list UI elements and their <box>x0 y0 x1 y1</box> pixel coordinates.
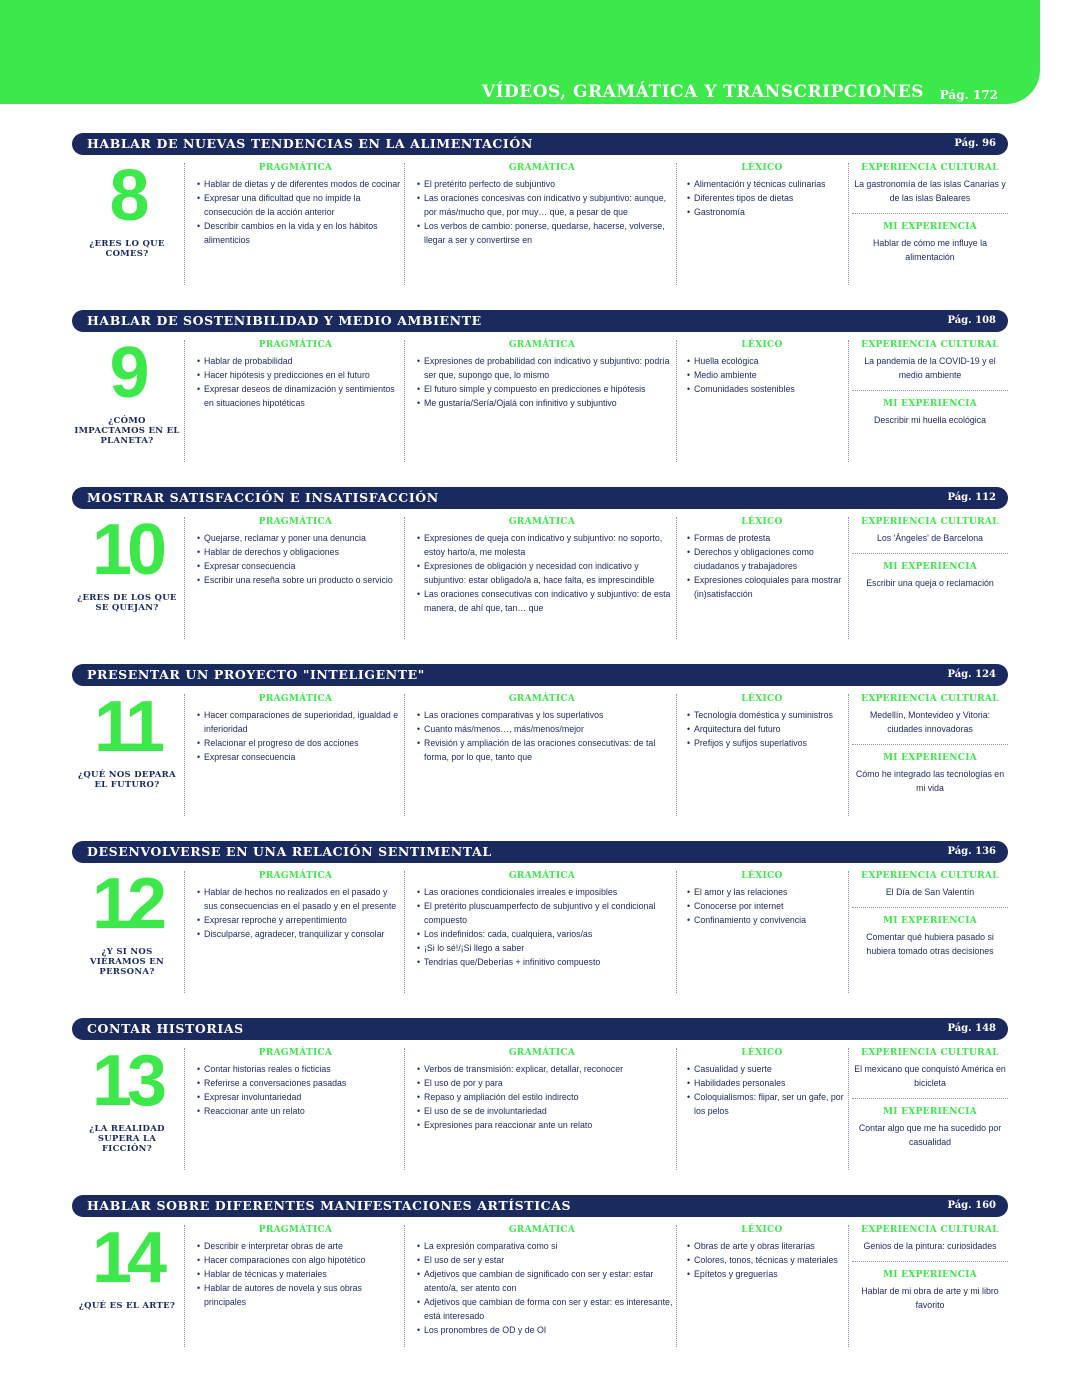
pragmatica-column <box>189 1223 402 1349</box>
column-divider <box>404 517 405 639</box>
column-separator <box>852 1098 1008 1099</box>
lexico-column <box>679 1046 845 1172</box>
column-divider <box>184 163 185 285</box>
pragmatica-item: • Expresar consecuencia <box>197 750 402 764</box>
lexico-column <box>679 1223 845 1349</box>
pragmatica-column <box>189 161 402 287</box>
pragmatica-item: • Hacer hipótesis y predicciones en el futuro <box>197 368 402 382</box>
pragmatica-item: • Hablar de dietas y de diferentes modos de cocinar <box>197 177 402 191</box>
column-separator <box>852 744 1008 745</box>
column-divider <box>184 694 185 816</box>
column-divider <box>676 517 677 639</box>
header-band <box>0 0 1040 104</box>
gramatica-heading: GRAMÁTICA <box>508 340 576 350</box>
pragmatica-item: • Escribir una reseña sobre un producto o servicio <box>197 573 402 587</box>
pragmatica-item: • Expresar reproche y arrepentimiento <box>197 913 402 927</box>
gramatica-item: • Expresiones de queja con indicativo y subjuntivo: no soporto, estoy harto/a, me molesta <box>417 531 675 559</box>
gramatica-list <box>409 177 675 247</box>
experiencia-cultural-heading: EXPERIENCIA CULTURAL <box>861 1048 999 1058</box>
column-divider <box>848 340 849 462</box>
culture-column <box>852 692 1008 818</box>
unit-title: HABLAR SOBRE DIFERENTES MANIFESTACIONES ARTÍSTICAS <box>87 1198 572 1213</box>
lexico-item: • Alimentación y técnicas culinarias <box>687 177 845 191</box>
unit-page-ref: Pág. 136 <box>947 846 996 857</box>
gramatica-item: • Los indefinidos: cada, cualquiera, varios/as <box>417 927 675 941</box>
gramatica-item: • Las oraciones condicionales irreales e imposibles <box>417 885 675 899</box>
gramatica-item: • El uso de por y para <box>417 1076 675 1090</box>
column-divider <box>184 1225 185 1347</box>
experiencia-cultural-text: El mexicano que conquistó América en bicicleta <box>854 1064 1006 1088</box>
header-title: VÍDEOS, GRAMÁTICA Y TRANSCRIPCIONES <box>481 82 924 102</box>
mi-experiencia-heading: MI EXPERIENCIA <box>882 1270 978 1280</box>
lexico-item: • Medio ambiente <box>687 368 845 382</box>
column-separator <box>852 907 1008 908</box>
gramatica-item: • ¡Si lo sé!/¡Si llego a saber <box>417 941 675 955</box>
pragmatica-item: • Expresar consecuencia <box>197 559 402 573</box>
unit-title: PRESENTAR UN PROYECTO "INTELIGENTE" <box>87 667 425 682</box>
unit-page-ref: Pág. 108 <box>947 315 996 326</box>
mi-experiencia-text: Cómo he integrado las tecnologías en mi vida <box>855 769 1005 793</box>
gramatica-item: • El uso de se de involuntariedad <box>417 1104 675 1118</box>
lexico-heading: LÉXICO <box>741 871 783 881</box>
gramatica-heading: GRAMÁTICA <box>508 163 576 173</box>
lexico-item: • Derechos y obligaciones como ciudadanos y trabajadores <box>687 545 845 573</box>
pragmatica-item: • Relacionar el progreso de dos acciones <box>197 736 402 750</box>
mi-experiencia-heading: MI EXPERIENCIA <box>882 916 978 926</box>
lexico-column <box>679 338 845 464</box>
gramatica-item: • Los verbos de cambio: ponerse, quedarse, hacerse, volverse, llegar a ser y convertirse en <box>417 219 675 247</box>
column-divider <box>184 517 185 639</box>
lexico-heading: LÉXICO <box>741 340 783 350</box>
pragmatica-list <box>189 885 402 941</box>
culture-column <box>852 338 1008 464</box>
gramatica-heading: GRAMÁTICA <box>508 871 576 881</box>
lexico-heading: LÉXICO <box>741 517 783 527</box>
lexico-item: • Coloquialismos: flipar, ser un gafe, por los pelos <box>687 1090 845 1118</box>
pragmatica-column <box>189 1046 402 1172</box>
lexico-column <box>679 161 845 287</box>
culture-column <box>852 869 1008 995</box>
unit-11 <box>72 664 1008 818</box>
unit-title-bar <box>72 310 1008 332</box>
culture-column <box>852 515 1008 641</box>
pragmatica-item: • Contar historias reales o ficticias <box>197 1062 402 1076</box>
unit-9 <box>72 310 1008 464</box>
lexico-item: • Prefijos y sufijos superlativos <box>687 736 845 750</box>
gramatica-item: • Cuanto más/menos…, más/menos/mejor <box>417 722 675 736</box>
column-divider <box>184 871 185 993</box>
gramatica-column <box>409 338 675 464</box>
pragmatica-list <box>189 1062 402 1118</box>
mi-experiencia-heading: MI EXPERIENCIA <box>882 753 978 763</box>
pragmatica-heading: PRAGMÁTICA <box>258 871 333 881</box>
column-divider <box>848 871 849 993</box>
gramatica-item: • Expresiones de obligación y necesidad con indicativo y subjuntivo: estar obligado/a a, hace falta, es imprescindible <box>417 559 675 587</box>
experiencia-cultural-heading: EXPERIENCIA CULTURAL <box>861 163 999 173</box>
gramatica-item: • Las oraciones comparativas y los superlativos <box>417 708 675 722</box>
unit-content <box>72 1218 1008 1349</box>
gramatica-list <box>409 1062 675 1132</box>
lexico-item: • Colores, tonos, técnicas y materiales <box>687 1253 845 1267</box>
unit-page-ref: Pág. 96 <box>954 138 996 149</box>
unit-question: ¿Y SI NOS VIÉRAMOS EN PERSONA? <box>89 947 165 977</box>
unit-14 <box>72 1195 1008 1349</box>
column-separator <box>852 213 1008 214</box>
lexico-list <box>679 531 845 601</box>
lexico-list <box>679 1062 845 1118</box>
pragmatica-item: • Expresar deseos de dinamización y sentimientos en situaciones hipotéticas <box>197 382 402 410</box>
column-divider <box>848 1225 849 1347</box>
pragmatica-item: • Describir cambios en la vida y en los hábitos alimenticios <box>197 219 402 247</box>
column-divider <box>848 1048 849 1170</box>
lexico-item: • Habilidades personales <box>687 1076 845 1090</box>
pragmatica-column <box>189 692 402 818</box>
unit-number: 8 <box>109 156 145 236</box>
mi-experiencia-text: Describir mi huella ecológica <box>874 415 986 425</box>
unit-title-bar <box>72 487 1008 509</box>
lexico-item: • Comunidades sostenibles <box>687 382 845 396</box>
column-divider <box>676 163 677 285</box>
gramatica-item: • Expresiones de probabilidad con indicativo y subjuntivo: podría ser que, supongo que, lo mismo <box>417 354 675 382</box>
unit-8 <box>72 133 1008 287</box>
pragmatica-list <box>189 177 402 247</box>
mi-experiencia-text: Contar algo que me ha sucedido por casualidad <box>858 1123 1002 1147</box>
mi-experiencia-heading: MI EXPERIENCIA <box>882 1107 978 1117</box>
unit-title: CONTAR HISTORIAS <box>87 1021 244 1036</box>
lexico-item: • Tecnología doméstica y suministros <box>687 708 845 722</box>
gramatica-item: • Los pronombres de OD y de OI <box>417 1323 675 1337</box>
gramatica-heading: GRAMÁTICA <box>508 517 576 527</box>
unit-title: HABLAR DE SOSTENIBILIDAD Y MEDIO AMBIENTE <box>87 313 482 328</box>
column-divider <box>404 340 405 462</box>
column-divider <box>676 340 677 462</box>
lexico-item: • Casualidad y suerte <box>687 1062 845 1076</box>
pragmatica-item: • Disculparse, agradecer, tranquilizar y consolar <box>197 927 402 941</box>
unit-content <box>72 510 1008 641</box>
mi-experiencia-text: Escribir una queja o reclamación <box>866 578 994 588</box>
lexico-item: • Gastronomía <box>687 205 845 219</box>
pragmatica-item: • Referirse a conversaciones pasadas <box>197 1076 402 1090</box>
gramatica-heading: GRAMÁTICA <box>508 1048 576 1058</box>
pragmatica-heading: PRAGMÁTICA <box>258 1225 333 1235</box>
column-divider <box>404 163 405 285</box>
unit-content <box>72 1041 1008 1172</box>
column-divider <box>848 163 849 285</box>
lexico-item: • Confinamiento y convivencia <box>687 913 845 927</box>
gramatica-list <box>409 354 675 410</box>
lexico-list <box>679 1239 845 1281</box>
unit-title-bar <box>72 133 1008 155</box>
unit-title-bar <box>72 1018 1008 1040</box>
gramatica-item: • Revisión y ampliación de las oraciones consecutivas: de tal forma, por lo que, tanto que <box>417 736 675 764</box>
unit-12 <box>72 841 1008 995</box>
unit-number: 11 <box>93 687 161 767</box>
unit-page-ref: Pág. 124 <box>947 669 996 680</box>
pragmatica-column <box>189 338 402 464</box>
column-divider <box>404 1048 405 1170</box>
pragmatica-item: • Reaccionar ante un relato <box>197 1104 402 1118</box>
lexico-list <box>679 177 845 219</box>
column-divider <box>676 694 677 816</box>
experiencia-cultural-text: La pandemia de la COVID-19 y el medio ambiente <box>864 356 996 380</box>
pragmatica-item: • Hablar de probabilidad <box>197 354 402 368</box>
gramatica-item: • El pretérito pluscuamperfecto de subjuntivo y el condicional compuesto <box>417 899 675 927</box>
unit-title: MOSTRAR SATISFACCIÓN E INSATISFACCIÓN <box>87 490 439 505</box>
pragmatica-heading: PRAGMÁTICA <box>258 1048 333 1058</box>
experiencia-cultural-text: Medellín, Montevideo y Vitoria: ciudades innovadoras <box>869 710 991 734</box>
column-divider <box>848 517 849 639</box>
unit-page-ref: Pág. 160 <box>947 1200 996 1211</box>
header-page: Pág. 172 <box>939 88 998 102</box>
pragmatica-item: • Hacer comparaciones con algo hipotético <box>197 1253 402 1267</box>
column-divider <box>184 1048 185 1170</box>
lexico-heading: LÉXICO <box>741 694 783 704</box>
lexico-item: • Arquitectura del futuro <box>687 722 845 736</box>
pragmatica-item: • Hablar de técnicas y materiales <box>197 1267 402 1281</box>
lexico-item: • Obras de arte y obras literarias <box>687 1239 845 1253</box>
unit-number: 12 <box>91 864 163 944</box>
unit-title: DESENVOLVERSE EN UNA RELACIÓN SENTIMENTAL <box>87 844 492 859</box>
gramatica-item: • Repaso y ampliación del estilo indirecto <box>417 1090 675 1104</box>
mi-experiencia-heading: MI EXPERIENCIA <box>882 222 978 232</box>
column-divider <box>676 1225 677 1347</box>
column-divider <box>404 1225 405 1347</box>
column-separator <box>852 553 1008 554</box>
experiencia-cultural-text: Los 'Ángeles' de Barcelona <box>876 533 984 543</box>
unit-question: ¿CÓMO IMPACTAMOS EN EL PLANETA? <box>74 416 180 446</box>
pragmatica-column <box>189 515 402 641</box>
lexico-column <box>679 515 845 641</box>
pragmatica-heading: PRAGMÁTICA <box>258 340 333 350</box>
pragmatica-item: • Quejarse, reclamar y poner una denuncia <box>197 531 402 545</box>
gramatica-item: • Me gustaría/Sería/Ojalá con infinitivo y subjuntivo <box>417 396 675 410</box>
mi-experiencia-text: Hablar de mi obra de arte y mi libro favorito <box>861 1286 999 1310</box>
unit-number: 10 <box>91 510 163 590</box>
culture-column <box>852 161 1008 287</box>
column-divider <box>848 694 849 816</box>
pragmatica-item: • Hacer comparaciones de superioridad, igualdad e inferioridad <box>197 708 402 736</box>
pragmatica-list <box>189 708 402 764</box>
unit-13 <box>72 1018 1008 1172</box>
gramatica-item: • El uso de ser y estar <box>417 1253 675 1267</box>
experiencia-cultural-text: Genios de la pintura: curiosidades <box>863 1241 997 1251</box>
gramatica-item: • Tendrías que/Deberías + infinitivo compuesto <box>417 955 675 969</box>
unit-title-bar <box>72 841 1008 863</box>
lexico-list <box>679 708 845 750</box>
lexico-heading: LÉXICO <box>741 163 783 173</box>
culture-column <box>852 1046 1008 1172</box>
mi-experiencia-heading: MI EXPERIENCIA <box>882 562 978 572</box>
gramatica-item: • Verbos de transmisión: explicar, detallar, reconocer <box>417 1062 675 1076</box>
gramatica-heading: GRAMÁTICA <box>508 694 576 704</box>
gramatica-list <box>409 708 675 764</box>
gramatica-item: • Adjetivos que cambian de forma con ser y estar: es interesante, está interesado <box>417 1295 675 1323</box>
gramatica-item: • La expresión comparativa como si <box>417 1239 675 1253</box>
pragmatica-item: • Hablar de hechos no realizados en el pasado y sus consecuencias en el pasado y en el presente <box>197 885 402 913</box>
unit-10 <box>72 487 1008 641</box>
experiencia-cultural-heading: EXPERIENCIA CULTURAL <box>861 871 999 881</box>
unit-question: ¿ERES LO QUE COMES? <box>89 239 165 259</box>
unit-content <box>72 156 1008 287</box>
lexico-list <box>679 354 845 396</box>
pragmatica-list <box>189 354 402 410</box>
unit-content <box>72 864 1008 995</box>
lexico-item: • Diferentes tipos de dietas <box>687 191 845 205</box>
column-divider <box>404 871 405 993</box>
column-divider <box>184 340 185 462</box>
column-divider <box>404 694 405 816</box>
experiencia-cultural-text: El Día de San Valentín <box>885 887 975 897</box>
gramatica-column <box>409 869 675 995</box>
gramatica-item: • El futuro simple y compuesto en predicciones e hipótesis <box>417 382 675 396</box>
pragmatica-heading: PRAGMÁTICA <box>258 163 333 173</box>
pragmatica-list <box>189 531 402 587</box>
gramatica-item: • Expresiones para reaccionar ante un relato <box>417 1118 675 1132</box>
lexico-column <box>679 869 845 995</box>
lexico-heading: LÉXICO <box>741 1048 783 1058</box>
gramatica-column <box>409 161 675 287</box>
gramatica-item: • Las oraciones consecutivas con indicativo y subjuntivo: de esta manera, de ahí que, tan… que <box>417 587 675 615</box>
pragmatica-item: • Describir e interpretar obras de arte <box>197 1239 402 1253</box>
column-separator <box>852 390 1008 391</box>
unit-content <box>72 687 1008 818</box>
culture-column <box>852 1223 1008 1349</box>
gramatica-list <box>409 531 675 615</box>
gramatica-heading: GRAMÁTICA <box>508 1225 576 1235</box>
pragmatica-item: • Expresar una dificultad que no impide la consecución de la acción anterior <box>197 191 402 219</box>
lexico-item: • Expresiones coloquiales para mostrar (in)satisfacción <box>687 573 845 601</box>
unit-page-ref: Pág. 112 <box>947 492 996 503</box>
experiencia-cultural-heading: EXPERIENCIA CULTURAL <box>861 1225 999 1235</box>
gramatica-column <box>409 1046 675 1172</box>
lexico-item: • Formas de protesta <box>687 531 845 545</box>
unit-question: ¿QUÉ NOS DEPARA EL FUTURO? <box>78 770 176 790</box>
unit-number: 9 <box>109 333 145 413</box>
experiencia-cultural-text: La gastronomía de las islas Canarias y de las islas Baleares <box>854 179 1006 203</box>
pragmatica-heading: PRAGMÁTICA <box>258 694 333 704</box>
lexico-list <box>679 885 845 927</box>
unit-page-ref: Pág. 148 <box>947 1023 996 1034</box>
pragmatica-column <box>189 869 402 995</box>
pragmatica-list <box>189 1239 402 1309</box>
gramatica-list <box>409 1239 675 1337</box>
column-separator <box>852 1261 1008 1262</box>
gramatica-column <box>409 515 675 641</box>
column-divider <box>676 871 677 993</box>
unit-question: ¿QUÉ ES EL ARTE? <box>78 1301 176 1311</box>
mi-experiencia-text: Hablar de cómo me influye la alimentación <box>873 238 987 262</box>
lexico-item: • El amor y las relaciones <box>687 885 845 899</box>
mi-experiencia-heading: MI EXPERIENCIA <box>882 399 978 409</box>
gramatica-item: • Las oraciones concesivas con indicativo y subjuntivo: aunque, por más/mucho que, por muy… que, a pesar de que <box>417 191 675 219</box>
pragmatica-item: • Hablar de autores de novela y sus obras principales <box>197 1281 402 1309</box>
lexico-heading: LÉXICO <box>741 1225 783 1235</box>
unit-content <box>72 333 1008 464</box>
gramatica-column <box>409 692 675 818</box>
unit-number: 13 <box>91 1041 163 1121</box>
gramatica-list <box>409 885 675 969</box>
column-divider <box>676 1048 677 1170</box>
unit-title-bar <box>72 1195 1008 1217</box>
experiencia-cultural-heading: EXPERIENCIA CULTURAL <box>861 517 999 527</box>
pragmatica-heading: PRAGMÁTICA <box>258 517 333 527</box>
unit-title: HABLAR DE NUEVAS TENDENCIAS EN LA ALIMENTACIÓN <box>87 136 533 151</box>
gramatica-column <box>409 1223 675 1349</box>
lexico-item: • Epítetos y greguerías <box>687 1267 845 1281</box>
unit-title-bar <box>72 664 1008 686</box>
unit-question: ¿ERES DE LOS QUE SE QUEJAN? <box>77 593 177 613</box>
unit-question: ¿LA REALIDAD SUPERA LA FICCIÓN? <box>89 1124 165 1154</box>
unit-number: 14 <box>91 1218 163 1298</box>
mi-experiencia-text: Comentar qué hubiera pasado si hubiera tomado otras decisiones <box>866 932 994 956</box>
lexico-item: • Conocerse por internet <box>687 899 845 913</box>
pragmatica-item: • Hablar de derechos y obligaciones <box>197 545 402 559</box>
pragmatica-item: • Expresar involuntariedad <box>197 1090 402 1104</box>
gramatica-item: • Adjetivos que cambian de significado con ser y estar: estar atento/a, ser atento con <box>417 1267 675 1295</box>
experiencia-cultural-heading: EXPERIENCIA CULTURAL <box>861 694 999 704</box>
lexico-column <box>679 692 845 818</box>
gramatica-item: • El pretérito perfecto de subjuntivo <box>417 177 675 191</box>
experiencia-cultural-heading: EXPERIENCIA CULTURAL <box>861 340 999 350</box>
lexico-item: • Huella ecológica <box>687 354 845 368</box>
